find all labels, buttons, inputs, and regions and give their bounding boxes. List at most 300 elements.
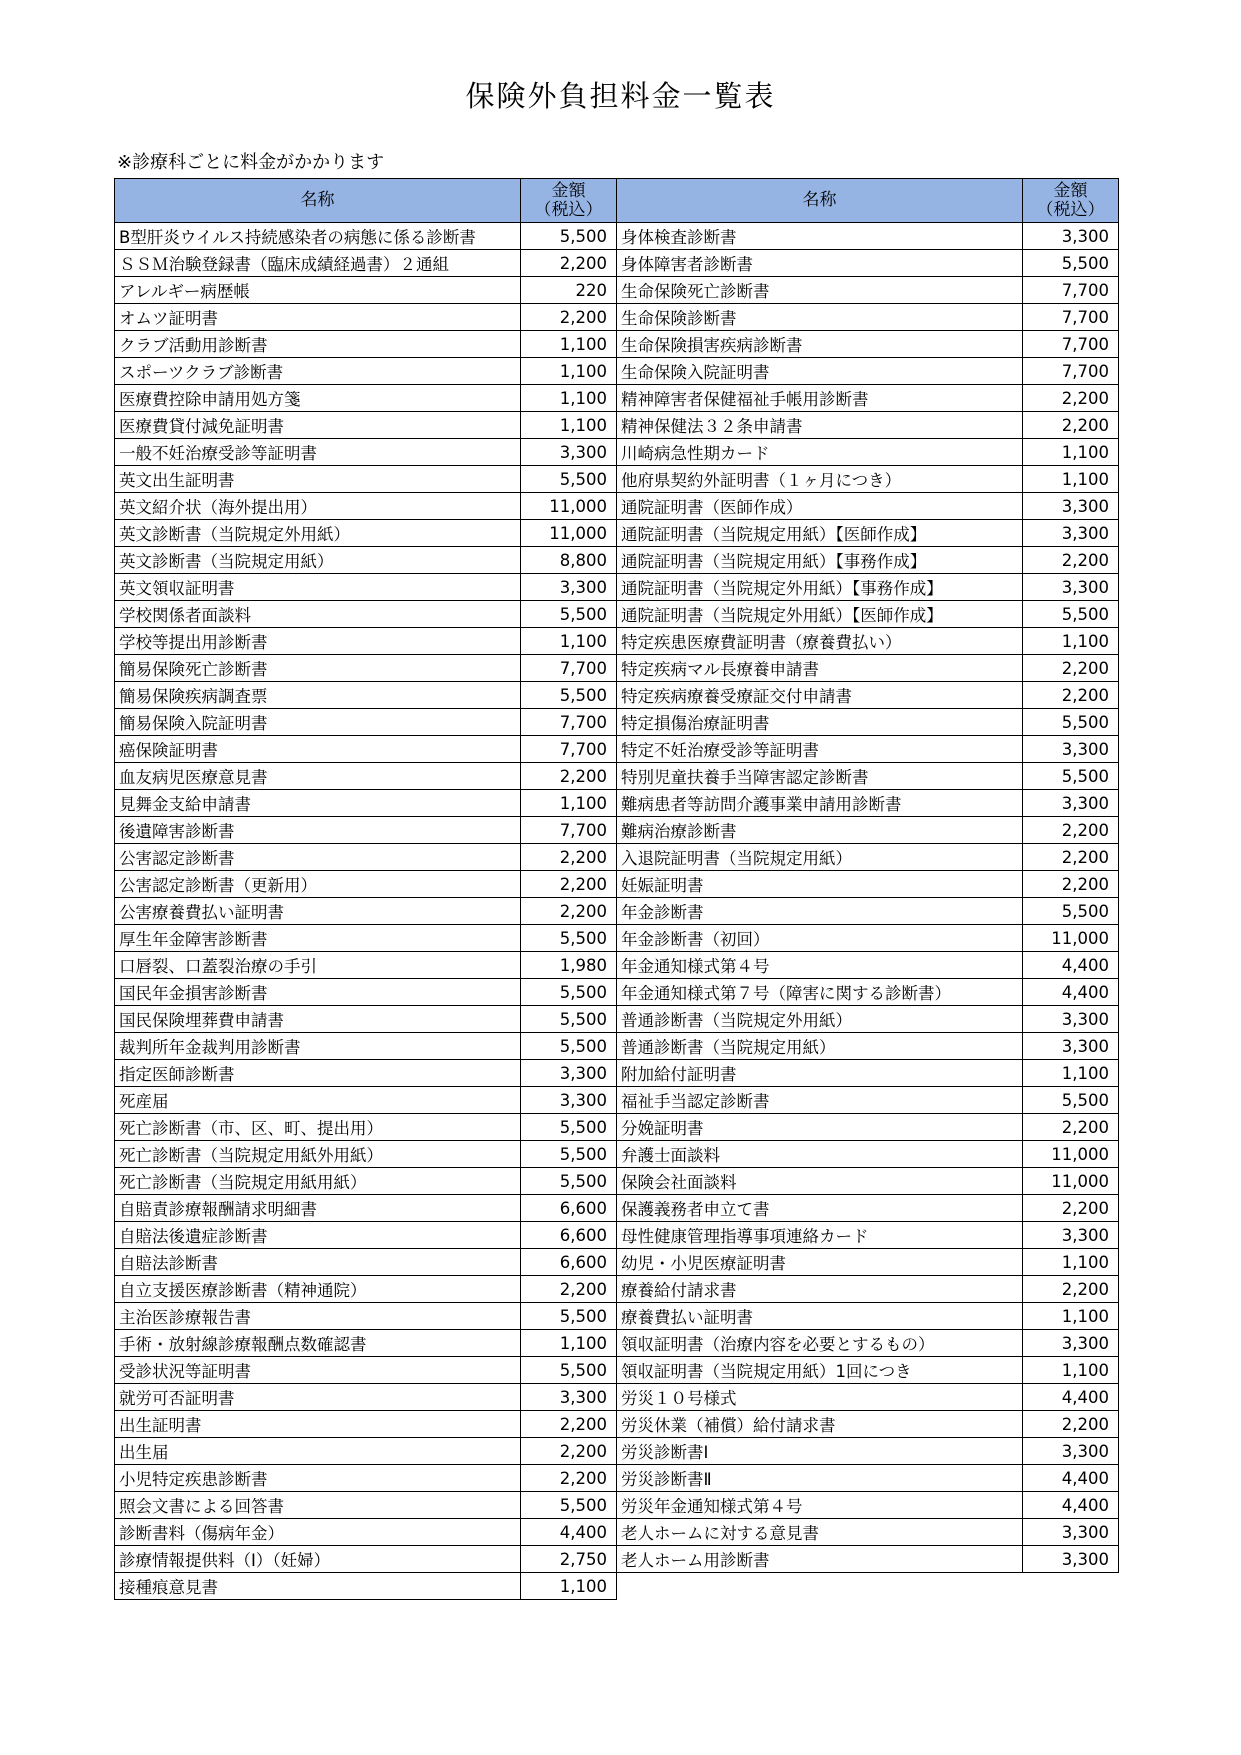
amount-header-line2: （税込） — [1036, 199, 1105, 220]
fee-item-name: 難病患者等訪問介護事業申請用診断書 — [617, 790, 1023, 817]
table-row — [115, 871, 617, 898]
table-row — [115, 1330, 617, 1357]
fee-item-amount: 5,500 — [1023, 1087, 1119, 1114]
fee-item-amount: 5,500 — [521, 925, 617, 952]
fee-item-name: 簡易保険疾病調査票 — [115, 682, 521, 709]
name-column-header: 名称 — [115, 179, 521, 223]
fee-item-amount: 2,200 — [1023, 817, 1119, 844]
fee-item-name: 川崎病急性期カード — [617, 439, 1023, 466]
fee-item-amount: 5,500 — [521, 1114, 617, 1141]
table-row — [617, 628, 1119, 655]
fee-item-name: 学校関係者面談料 — [115, 601, 521, 628]
fee-item-amount: 7,700 — [1023, 277, 1119, 304]
fee-item-name: 幼児・小児医療証明書 — [617, 1249, 1023, 1276]
fee-item-amount: 11,000 — [1023, 925, 1119, 952]
amount-column-header — [1023, 179, 1119, 223]
fee-item-amount: 11,000 — [521, 520, 617, 547]
fee-item-name: 見舞金支給申請書 — [115, 790, 521, 817]
fee-item-name: 保険会社面談料 — [617, 1168, 1023, 1195]
fee-item-name: 癌保険証明書 — [115, 736, 521, 763]
fee-item-name: 労災診断書Ⅰ — [617, 1438, 1023, 1465]
table-row — [617, 682, 1119, 709]
table-row — [115, 1114, 617, 1141]
fee-item-name: 死亡診断書（当院規定用紙用紙） — [115, 1168, 521, 1195]
fee-item-amount: 1,100 — [1023, 1060, 1119, 1087]
table-row — [617, 844, 1119, 871]
table-row — [115, 1546, 617, 1573]
fee-item-amount: 2,200 — [1023, 1114, 1119, 1141]
fee-item-amount: 7,700 — [521, 736, 617, 763]
fee-item-amount: 1,100 — [521, 1330, 617, 1357]
fee-item-name: 通院証明書（当院規定外用紙）【事務作成】 — [617, 574, 1023, 601]
fee-item-amount: 3,300 — [1023, 1033, 1119, 1060]
table-row — [617, 1411, 1119, 1438]
fee-item-name: 公害認定診断書 — [115, 844, 521, 871]
fee-item-name: 公害認定診断書（更新用） — [115, 871, 521, 898]
fee-item-name: 生命保険損害疾病診断書 — [617, 331, 1023, 358]
table-row — [617, 1438, 1119, 1465]
fee-item-name: 医療費貸付減免証明書 — [115, 412, 521, 439]
fee-item-amount: 1,100 — [1023, 628, 1119, 655]
table-row — [115, 1033, 617, 1060]
table-row — [617, 709, 1119, 736]
table-row — [617, 358, 1119, 385]
table-row — [115, 790, 617, 817]
table-row — [617, 898, 1119, 925]
table-row — [617, 925, 1119, 952]
table-row — [115, 1195, 617, 1222]
table-row — [115, 574, 617, 601]
fee-item-name: 口唇裂、口蓋裂治療の手引 — [115, 952, 521, 979]
fee-item-amount: 7,700 — [521, 817, 617, 844]
fee-item-amount: 1,100 — [521, 358, 617, 385]
fee-item-name: B型肝炎ウイルス持続感染者の病態に係る診断書 — [115, 223, 521, 250]
table-row — [115, 709, 617, 736]
table-row — [115, 358, 617, 385]
fee-item-name: 就労可否証明書 — [115, 1384, 521, 1411]
fee-item-name: 自立支援医療診断書（精神通院） — [115, 1276, 521, 1303]
fee-item-amount: 6,600 — [521, 1195, 617, 1222]
fee-item-name: 難病治療診断書 — [617, 817, 1023, 844]
table-row — [115, 547, 617, 574]
table-row — [115, 520, 617, 547]
amount-header-line2: （税込） — [534, 199, 603, 220]
fee-item-amount: 1,100 — [1023, 1249, 1119, 1276]
table-header-row — [115, 179, 617, 223]
fee-item-name: 精神障害者保健福祉手帳用診断書 — [617, 385, 1023, 412]
fee-item-amount: 1,100 — [521, 628, 617, 655]
fee-item-amount: 7,700 — [521, 655, 617, 682]
table-row — [617, 979, 1119, 1006]
fee-item-name: 英文出生証明書 — [115, 466, 521, 493]
table-header-row — [617, 179, 1119, 223]
fee-item-name: 厚生年金障害診断書 — [115, 925, 521, 952]
table-row — [617, 1519, 1119, 1546]
fee-item-amount: 3,300 — [1023, 1519, 1119, 1546]
table-row — [617, 1222, 1119, 1249]
table-row — [617, 871, 1119, 898]
fee-item-amount: 2,200 — [1023, 655, 1119, 682]
fee-item-name: 通院証明書（当院規定外用紙）【医師作成】 — [617, 601, 1023, 628]
fee-item-name: 身体検査診断書 — [617, 223, 1023, 250]
table-row — [115, 1411, 617, 1438]
fee-item-name: 他府県契約外証明書（１ヶ月につき） — [617, 466, 1023, 493]
fee-item-amount: 1,100 — [1023, 466, 1119, 493]
table-row — [617, 1249, 1119, 1276]
fee-item-name: スポーツクラブ診断書 — [115, 358, 521, 385]
fee-item-name: 特定不妊治療受診等証明書 — [617, 736, 1023, 763]
fee-item-amount: 2,200 — [521, 871, 617, 898]
fee-item-amount: 2,200 — [521, 1465, 617, 1492]
fee-item-amount: 1,100 — [521, 1573, 617, 1600]
fee-item-name: 出生証明書 — [115, 1411, 521, 1438]
fee-item-amount: 8,800 — [521, 547, 617, 574]
table-row — [115, 385, 617, 412]
table-row — [115, 1438, 617, 1465]
table-row — [617, 520, 1119, 547]
fee-item-amount: 3,300 — [1023, 736, 1119, 763]
fee-item-amount: 1,100 — [521, 790, 617, 817]
fee-item-name: 公害療養費払い証明書 — [115, 898, 521, 925]
fee-item-amount: 2,200 — [1023, 1411, 1119, 1438]
fee-item-name: ＳＳＭ治験登録書（臨床成績経過書）２通組 — [115, 250, 521, 277]
fee-item-amount: 5,500 — [521, 1357, 617, 1384]
fee-item-amount: 6,600 — [521, 1222, 617, 1249]
table-row — [617, 1465, 1119, 1492]
table-row — [617, 1114, 1119, 1141]
fee-item-name: 裁判所年金裁判用診断書 — [115, 1033, 521, 1060]
table-row — [617, 1276, 1119, 1303]
fee-table-right — [616, 178, 1119, 1573]
fee-item-amount: 3,300 — [1023, 790, 1119, 817]
fee-item-amount: 5,500 — [521, 466, 617, 493]
table-row — [617, 817, 1119, 844]
fee-item-amount: 2,200 — [521, 304, 617, 331]
fee-item-name: 死亡診断書（市、区、町、提出用） — [115, 1114, 521, 1141]
fee-item-amount: 3,300 — [521, 1384, 617, 1411]
fee-item-amount: 7,700 — [521, 709, 617, 736]
table-row — [617, 547, 1119, 574]
table-row — [617, 331, 1119, 358]
table-row — [115, 979, 617, 1006]
fee-item-amount: 1,100 — [1023, 439, 1119, 466]
fee-item-name: 小児特定疾患診断書 — [115, 1465, 521, 1492]
fee-item-name: 簡易保険死亡診断書 — [115, 655, 521, 682]
fee-item-amount: 2,200 — [1023, 385, 1119, 412]
fee-item-amount: 2,200 — [1023, 412, 1119, 439]
fee-item-amount: 5,500 — [521, 1168, 617, 1195]
fee-item-name: 国民年金損害診断書 — [115, 979, 521, 1006]
fee-item-name: 年金通知様式第７号（障害に関する診断書） — [617, 979, 1023, 1006]
fee-item-amount: 5,500 — [521, 223, 617, 250]
fee-item-amount: 2,200 — [1023, 1195, 1119, 1222]
fee-item-name: 接種痕意見書 — [115, 1573, 521, 1600]
fee-item-amount: 5,500 — [1023, 763, 1119, 790]
fee-item-name: 自賠法後遺症診断書 — [115, 1222, 521, 1249]
fee-item-amount: 3,300 — [1023, 1546, 1119, 1573]
fee-item-name: 福祉手当認定診断書 — [617, 1087, 1023, 1114]
fee-item-name: 労災診断書Ⅱ — [617, 1465, 1023, 1492]
table-row — [617, 466, 1119, 493]
fee-item-amount: 2,200 — [1023, 1276, 1119, 1303]
table-row — [617, 1087, 1119, 1114]
fee-item-amount: 2,200 — [521, 1276, 617, 1303]
table-row — [617, 1141, 1119, 1168]
table-row — [617, 1195, 1119, 1222]
fee-item-amount: 2,200 — [521, 763, 617, 790]
fee-item-amount: 3,300 — [1023, 1438, 1119, 1465]
fee-item-name: 保護義務者申立て書 — [617, 1195, 1023, 1222]
fee-item-amount: 3,300 — [1023, 1330, 1119, 1357]
fee-item-name: 特定疾患医療費証明書（療養費払い） — [617, 628, 1023, 655]
fee-item-amount: 3,300 — [521, 439, 617, 466]
table-row — [617, 304, 1119, 331]
table-row — [115, 331, 617, 358]
fee-item-name: 特定損傷治療証明書 — [617, 709, 1023, 736]
fee-item-amount: 4,400 — [521, 1519, 617, 1546]
fee-item-name: 年金診断書 — [617, 898, 1023, 925]
fee-item-amount: 3,300 — [1023, 520, 1119, 547]
fee-item-name: 照会文書による回答書 — [115, 1492, 521, 1519]
fee-item-amount: 2,750 — [521, 1546, 617, 1573]
fee-item-amount: 4,400 — [1023, 952, 1119, 979]
fee-item-name: 自賠法診断書 — [115, 1249, 521, 1276]
table-row — [115, 655, 617, 682]
fee-item-amount: 1,100 — [521, 385, 617, 412]
table-row — [115, 223, 617, 250]
table-row — [617, 1006, 1119, 1033]
fee-item-amount: 1,100 — [521, 412, 617, 439]
table-row — [617, 412, 1119, 439]
fee-item-amount: 5,500 — [521, 1033, 617, 1060]
fee-item-name: 特定疾病療養受療証交付申請書 — [617, 682, 1023, 709]
fee-item-name: 特定疾病マル長療養申請書 — [617, 655, 1023, 682]
fee-item-amount: 3,300 — [1023, 1222, 1119, 1249]
table-row — [617, 1357, 1119, 1384]
fee-item-amount: 4,400 — [1023, 1384, 1119, 1411]
fee-item-name: 診断書料（傷病年金） — [115, 1519, 521, 1546]
fee-item-amount: 2,200 — [521, 1438, 617, 1465]
fee-item-amount: 1,100 — [1023, 1303, 1119, 1330]
table-row — [617, 250, 1119, 277]
table-row — [115, 1276, 617, 1303]
fee-item-amount: 2,200 — [521, 844, 617, 871]
table-row — [617, 952, 1119, 979]
fee-item-name: 医療費控除申請用処方箋 — [115, 385, 521, 412]
fee-item-name: 診療情報提供料（Ⅰ）（妊婦） — [115, 1546, 521, 1573]
table-row — [617, 655, 1119, 682]
table-row — [617, 736, 1119, 763]
fee-item-amount: 3,300 — [1023, 1006, 1119, 1033]
fee-item-name: 労災年金通知様式第４号 — [617, 1492, 1023, 1519]
fee-item-name: 国民保険埋葬費申請書 — [115, 1006, 521, 1033]
fee-item-name: アレルギー病歴帳 — [115, 277, 521, 304]
fee-item-name: 通院証明書（当院規定用紙）【事務作成】 — [617, 547, 1023, 574]
fee-item-name: 一般不妊治療受診等証明書 — [115, 439, 521, 466]
fee-item-name: 指定医師診断書 — [115, 1060, 521, 1087]
table-row — [115, 601, 617, 628]
fee-item-name: 附加給付証明書 — [617, 1060, 1023, 1087]
fee-item-amount: 2,200 — [521, 898, 617, 925]
fee-note: ※診療科ごとに料金がかかります — [117, 152, 385, 173]
table-row — [617, 790, 1119, 817]
fee-item-name: 身体障害者診断書 — [617, 250, 1023, 277]
table-row — [115, 277, 617, 304]
fee-item-name: 領収証明書（当院規定用紙）1回につき — [617, 1357, 1023, 1384]
table-row — [115, 817, 617, 844]
fee-item-name: 生命保険診断書 — [617, 304, 1023, 331]
fee-item-amount: 3,300 — [521, 574, 617, 601]
fee-item-name: 学校等提出用診断書 — [115, 628, 521, 655]
table-row — [115, 1492, 617, 1519]
fee-item-name: 手術・放射線診療報酬点数確認書 — [115, 1330, 521, 1357]
fee-item-name: 英文診断書（当院規定外用紙） — [115, 520, 521, 547]
fee-item-name: 老人ホームに対する意見書 — [617, 1519, 1023, 1546]
fee-item-name: 入退院証明書（当院規定用紙） — [617, 844, 1023, 871]
fee-item-name: 普通診断書（当院規定用紙） — [617, 1033, 1023, 1060]
fee-item-amount: 7,700 — [1023, 331, 1119, 358]
table-row — [617, 574, 1119, 601]
table-row — [617, 1492, 1119, 1519]
table-row — [115, 1573, 617, 1600]
fee-item-name: 分娩証明書 — [617, 1114, 1023, 1141]
fee-item-amount: 5,500 — [521, 979, 617, 1006]
table-row — [115, 250, 617, 277]
fee-item-name: 自賠責診療報酬請求明細書 — [115, 1195, 521, 1222]
table-row — [617, 763, 1119, 790]
fee-item-name: 英文診断書（当院規定用紙） — [115, 547, 521, 574]
fee-item-amount: 3,300 — [1023, 574, 1119, 601]
fee-item-amount: 5,500 — [1023, 898, 1119, 925]
table-row — [617, 1060, 1119, 1087]
fee-table-left — [114, 178, 617, 1600]
table-row — [617, 493, 1119, 520]
fee-item-name: 老人ホーム用診断書 — [617, 1546, 1023, 1573]
fee-item-name: 年金通知様式第４号 — [617, 952, 1023, 979]
fee-item-amount: 5,500 — [1023, 601, 1119, 628]
amount-column-header — [521, 179, 617, 223]
table-row — [617, 1168, 1119, 1195]
fee-item-amount: 3,300 — [521, 1060, 617, 1087]
fee-item-name: 通院証明書（医師作成） — [617, 493, 1023, 520]
fee-item-name: 領収証明書（治療内容を必要とするもの） — [617, 1330, 1023, 1357]
fee-item-amount: 5,500 — [521, 1141, 617, 1168]
table-row — [115, 1141, 617, 1168]
table-row — [617, 1546, 1119, 1573]
fee-item-amount: 4,400 — [1023, 979, 1119, 1006]
fee-item-amount: 1,100 — [521, 331, 617, 358]
table-row — [617, 385, 1119, 412]
table-row — [617, 1303, 1119, 1330]
fee-item-name: 普通診断書（当院規定外用紙） — [617, 1006, 1023, 1033]
table-row — [115, 925, 617, 952]
fee-item-amount: 220 — [521, 277, 617, 304]
fee-item-name: 主治医診療報告書 — [115, 1303, 521, 1330]
fee-item-name: 生命保険入院証明書 — [617, 358, 1023, 385]
fee-item-amount: 11,000 — [1023, 1168, 1119, 1195]
table-row — [617, 1330, 1119, 1357]
fee-item-name: 血友病児医療意見書 — [115, 763, 521, 790]
table-row — [115, 304, 617, 331]
fee-item-name: 出生届 — [115, 1438, 521, 1465]
fee-item-name: 生命保険死亡診断書 — [617, 277, 1023, 304]
fee-item-amount: 5,500 — [1023, 250, 1119, 277]
fee-item-name: オムツ証明書 — [115, 304, 521, 331]
table-row — [115, 952, 617, 979]
fee-item-amount: 6,600 — [521, 1249, 617, 1276]
fee-item-name: 後遺障害診断書 — [115, 817, 521, 844]
table-row — [617, 1384, 1119, 1411]
fee-item-name: 死産届 — [115, 1087, 521, 1114]
fee-item-name: 精神保健法３２条申請書 — [617, 412, 1023, 439]
table-row — [617, 1033, 1119, 1060]
fee-item-amount: 11,000 — [521, 493, 617, 520]
fee-item-amount: 7,700 — [1023, 304, 1119, 331]
fee-item-amount: 5,500 — [521, 601, 617, 628]
fee-item-name: 簡易保険入院証明書 — [115, 709, 521, 736]
fee-item-amount: 5,500 — [1023, 709, 1119, 736]
table-row — [115, 1519, 617, 1546]
fee-item-name: 療養給付請求書 — [617, 1276, 1023, 1303]
table-row — [115, 1384, 617, 1411]
fee-item-amount: 4,400 — [1023, 1492, 1119, 1519]
table-row — [115, 1357, 617, 1384]
fee-item-name: 母性健康管理指導事項連絡カード — [617, 1222, 1023, 1249]
table-row — [115, 1465, 617, 1492]
fee-item-name: 弁護士面談料 — [617, 1141, 1023, 1168]
table-row — [115, 628, 617, 655]
fee-item-amount: 5,500 — [521, 682, 617, 709]
fee-item-amount: 3,300 — [521, 1087, 617, 1114]
fee-item-name: 受診状況等証明書 — [115, 1357, 521, 1384]
page-title: 保険外負担料金一覧表 — [465, 79, 776, 113]
table-row — [115, 1222, 617, 1249]
table-row — [115, 1303, 617, 1330]
fee-item-name: 特別児童扶養手当障害認定診断書 — [617, 763, 1023, 790]
fee-item-amount: 1,100 — [1023, 1357, 1119, 1384]
table-row — [617, 601, 1119, 628]
fee-item-amount: 2,200 — [1023, 682, 1119, 709]
fee-item-amount: 2,200 — [1023, 547, 1119, 574]
table-row — [115, 1006, 617, 1033]
fee-item-name: 年金診断書（初回） — [617, 925, 1023, 952]
fee-item-name: 労災休業（補償）給付請求書 — [617, 1411, 1023, 1438]
table-row — [115, 1249, 617, 1276]
table-row — [115, 1087, 617, 1114]
amount-header-line1: 金額 — [551, 180, 586, 201]
fee-item-name: 妊娠証明書 — [617, 871, 1023, 898]
name-column-header: 名称 — [617, 179, 1023, 223]
table-row — [617, 277, 1119, 304]
fee-item-amount: 2,200 — [1023, 871, 1119, 898]
fee-item-amount: 7,700 — [1023, 358, 1119, 385]
table-row — [115, 1168, 617, 1195]
table-row — [115, 844, 617, 871]
amount-header-line1: 金額 — [1053, 180, 1088, 201]
fee-item-amount: 5,500 — [521, 1006, 617, 1033]
fee-item-name: 英文領収証明書 — [115, 574, 521, 601]
table-row — [115, 763, 617, 790]
fee-item-name: 労災１０号様式 — [617, 1384, 1023, 1411]
fee-item-name: 通院証明書（当院規定用紙）【医師作成】 — [617, 520, 1023, 547]
table-row — [115, 412, 617, 439]
table-row — [115, 466, 617, 493]
table-row — [115, 898, 617, 925]
table-row — [115, 682, 617, 709]
fee-item-amount: 11,000 — [1023, 1141, 1119, 1168]
table-row — [617, 223, 1119, 250]
fee-item-amount: 4,400 — [1023, 1465, 1119, 1492]
